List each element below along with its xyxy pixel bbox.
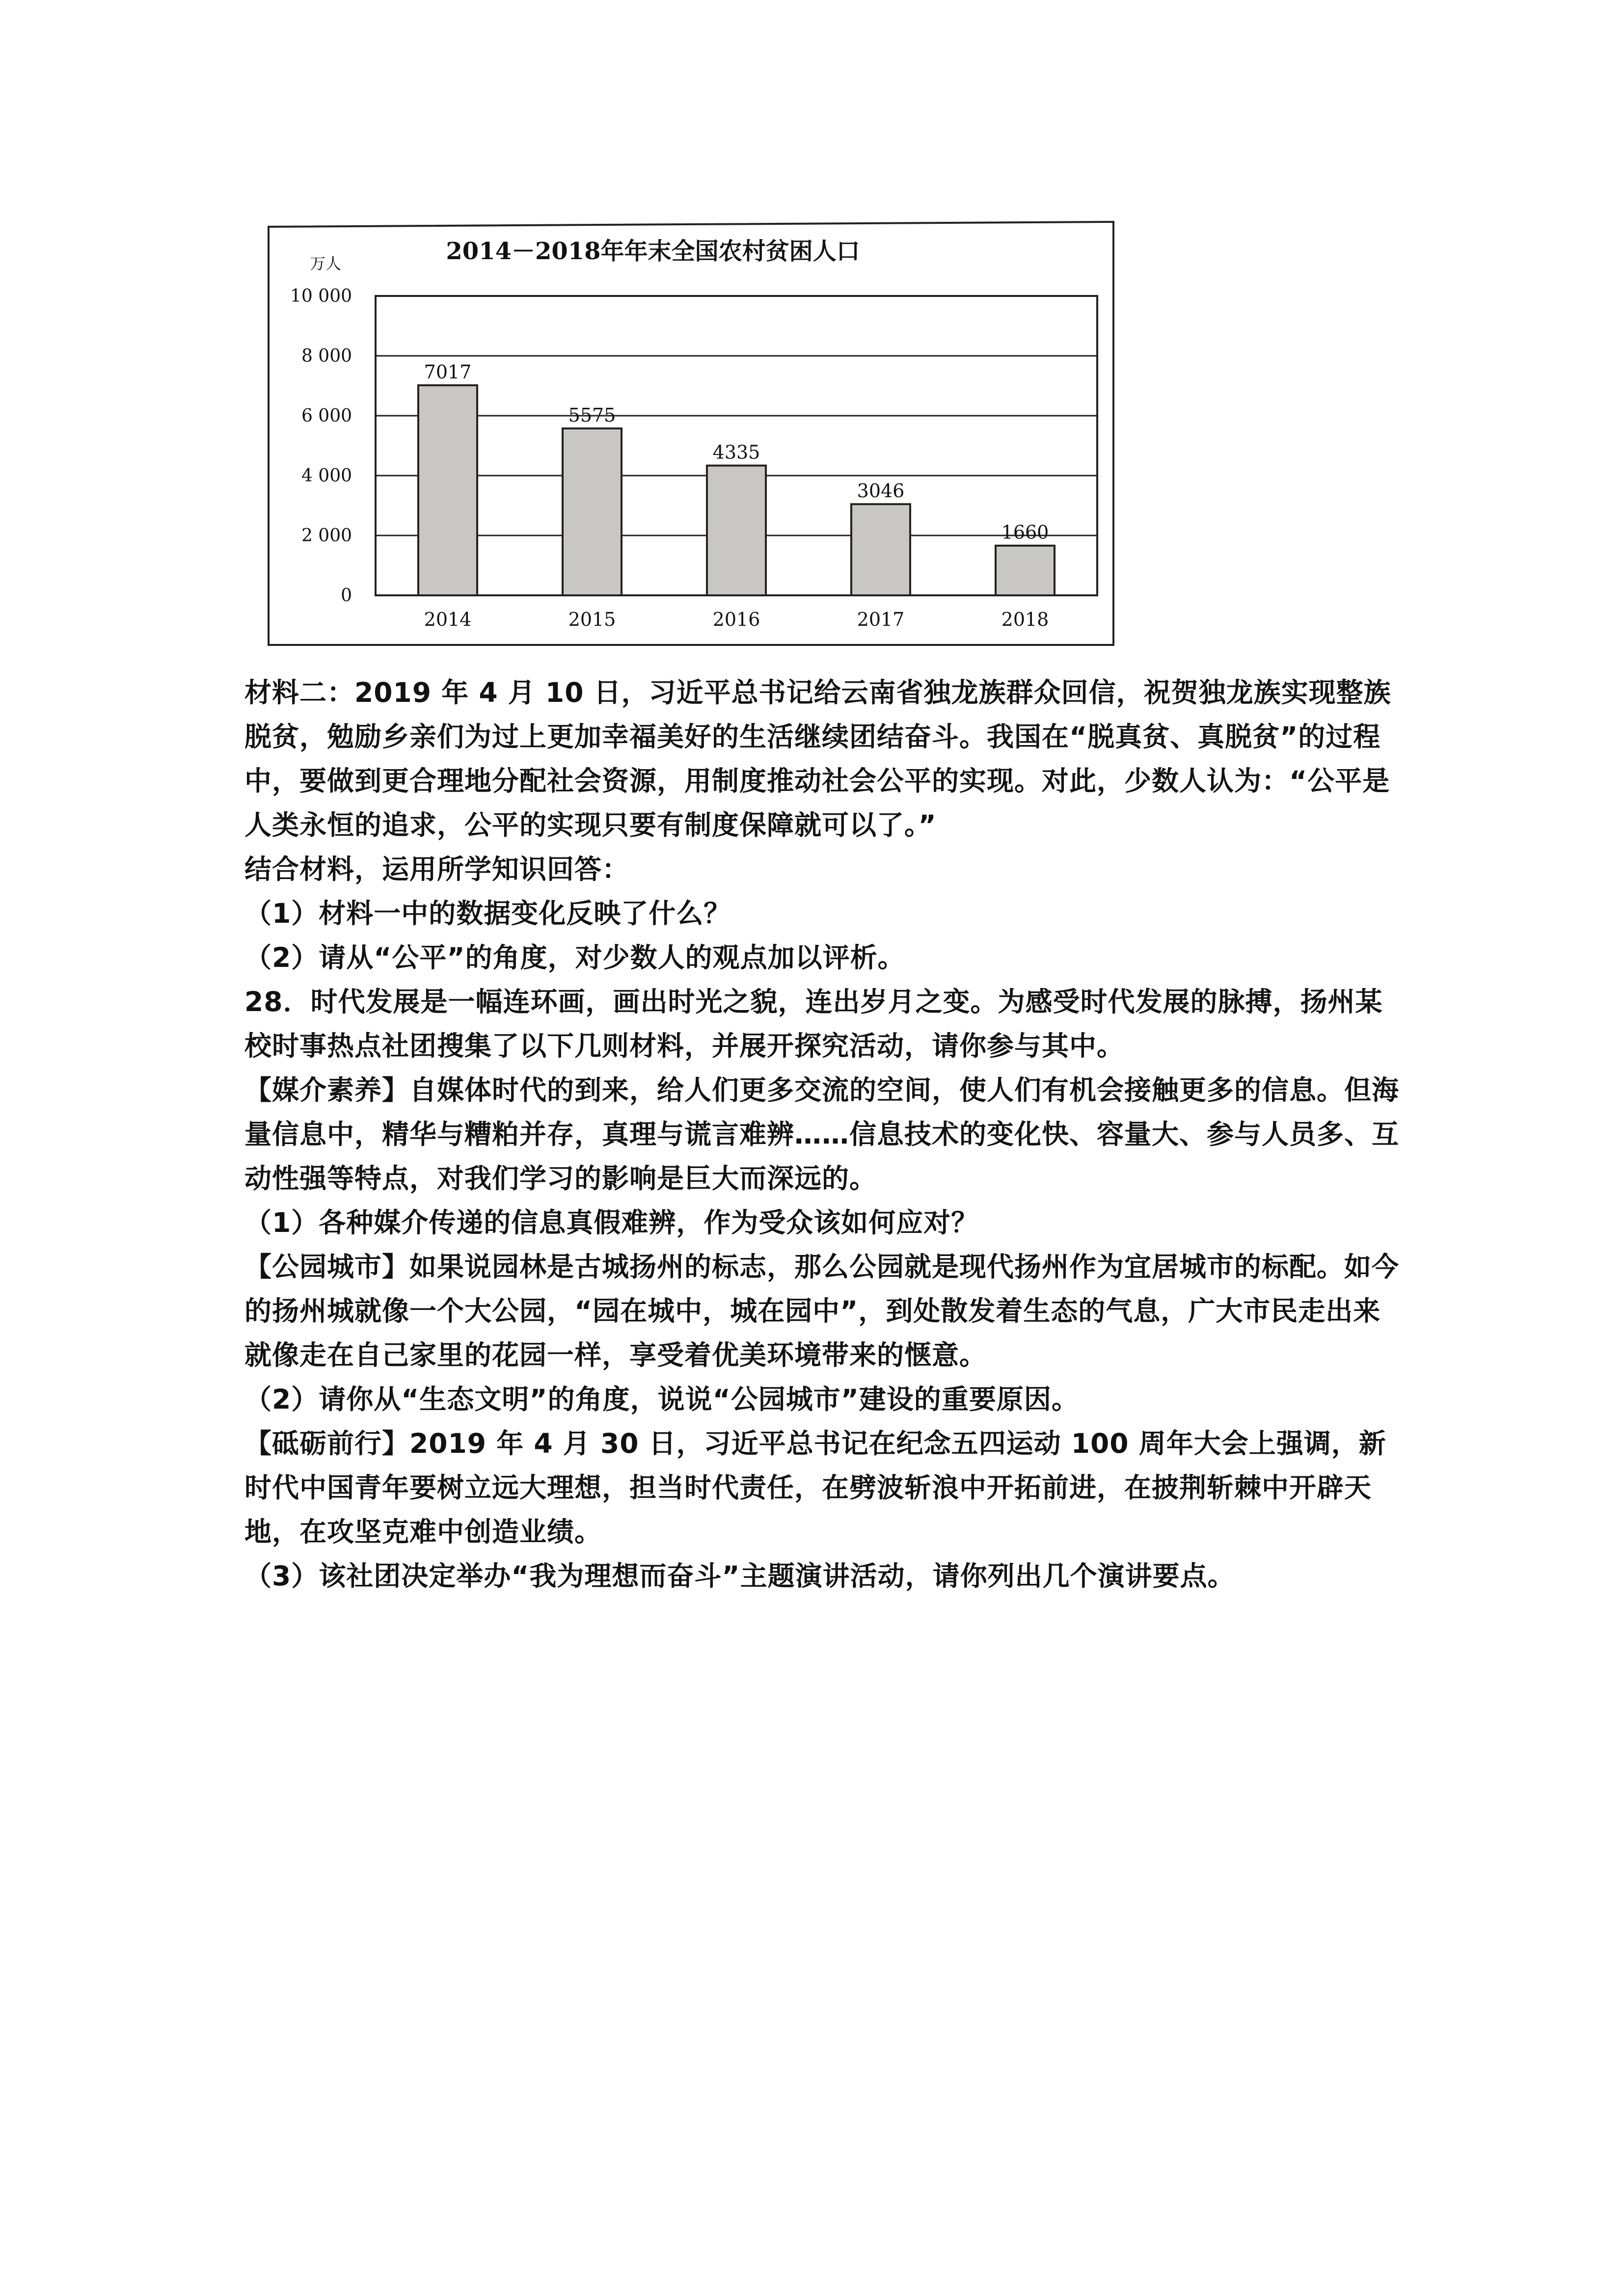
media-literacy-paragraph: 【媒介素养】自媒体时代的到来，给人们更多交流的空间，使人们有机会接触更多的信息。但海量信息中，精华与糟粕并存，真理与谎言难辨……信息技术的变化快、容量大、参与人员多、互动性强等特点，对我们学习的影响是巨大而深远的。 <box>244 1074 1400 1194</box>
forging-ahead-paragraph: 【砥砺前行】2019 年 4 月 30 日，习近平总书记在纪念五四运动 100 周年大会上强调，新时代中国青年要树立远大理想，担当时代责任，在劈波斩浪中开拓前进，在披荆斩棘中开辟天地，在攻坚克难中创造业绩。 <box>244 1428 1386 1548</box>
question-27-1: （1）材料一中的数据变化反映了什么？ <box>244 898 731 929</box>
bar-2014 <box>418 385 477 595</box>
bar-value-label: 7017 <box>424 361 472 383</box>
y-tick-label: 2 000 <box>301 526 352 546</box>
y-tick-label: 8 000 <box>301 346 352 366</box>
instruction-line: 结合材料，运用所学知识回答： <box>244 854 630 885</box>
poverty-bar-chart <box>268 220 1114 647</box>
material-two-paragraph: 材料二：2019 年 4 月 10 日，习近平总书记给云南省独龙族群众回信，祝贺独龙族实现整族脱贫，勉励乡亲们为过上更加幸福美好的生活继续团结奋斗。我国在“脱真贫、真脱贫”的过程中，要做到更合理地分配社会资源，用制度推动社会公平的实现。对此，少数人认为：“公平是人类永恒的追求，公平的实现只要有制度保障就可以了。” <box>244 677 1391 841</box>
question-27-2: （2）请从“公平”的角度，对少数人的观点加以评析。 <box>244 942 905 973</box>
bar-2015 <box>563 428 622 595</box>
bar-value-label: 3046 <box>857 480 905 502</box>
chart-title: 2014－2018年年末全国农村贫困人口 <box>446 238 860 265</box>
bar-value-label: 4335 <box>712 441 760 463</box>
bar-2018 <box>996 546 1055 595</box>
x-tick-label: 2014 <box>424 609 472 630</box>
y-tick-label: 10 000 <box>290 286 352 306</box>
bar-value-label: 1660 <box>1001 521 1049 543</box>
chart-frame <box>269 222 1113 645</box>
chart-svg <box>268 220 1114 647</box>
y-axis-unit-label: 万人 <box>309 254 342 273</box>
y-tick-label: 6 000 <box>301 406 352 426</box>
question-28-1: （1）各种媒介传递的信息真假难辨，作为受众该如何应对？ <box>244 1207 979 1238</box>
bar-2017 <box>851 504 910 595</box>
x-tick-label: 2016 <box>712 609 760 630</box>
y-tick-label: 4 000 <box>301 466 352 486</box>
park-city-paragraph: 【公园城市】如果说园林是古城扬州的标志，那么公园就是现代扬州作为宜居城市的标配。如今的扬州城就像一个大公园，“园在城中，城在园中”，到处散发着生态的气息，广大市民走出来就像走在自己家里的花园一样，享受着优美环境带来的惬意。 <box>244 1251 1400 1371</box>
x-tick-label: 2017 <box>857 609 905 630</box>
question-text <box>244 670 1408 1598</box>
bar-2016 <box>707 466 766 595</box>
x-tick-label: 2015 <box>568 609 616 630</box>
question-28-intro: 28．时代发展是一幅连环画，画出时光之貌，连出岁月之变。为感受时代发展的脉搏，扬州某校时事热点社团搜集了以下几则材料，并展开探究活动，请你参与其中。 <box>244 986 1383 1062</box>
x-tick-label: 2018 <box>1001 609 1049 630</box>
question-28-3: （3）该社团决定举办“我为理想而奋斗”主题演讲活动，请你列出几个演讲要点。 <box>244 1560 1235 1592</box>
bar-value-label: 5575 <box>568 404 616 426</box>
question-28-2: （2）请你从“生态文明”的角度，说说“公园城市”建设的重要原因。 <box>244 1384 1079 1415</box>
y-tick-label: 0 <box>341 586 352 606</box>
